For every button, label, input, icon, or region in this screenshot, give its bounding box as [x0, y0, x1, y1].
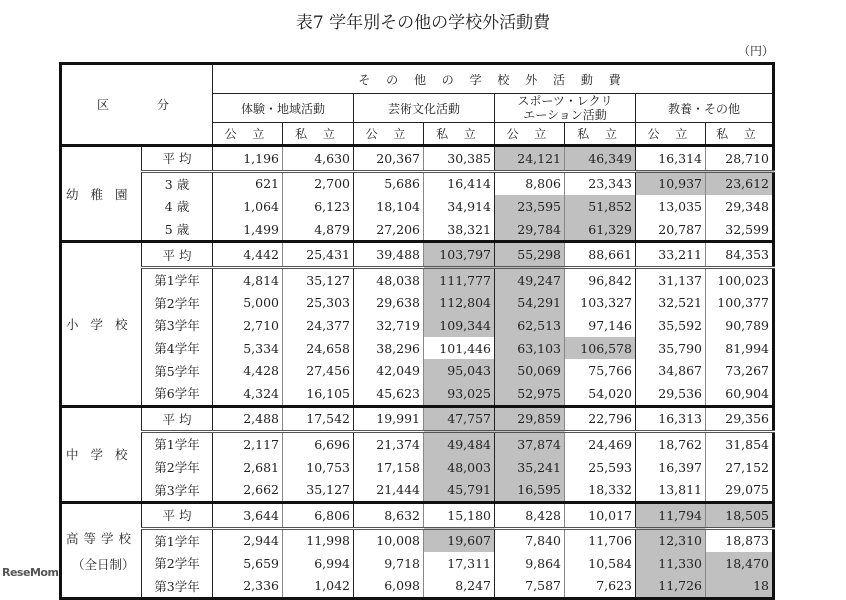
table-row [61, 478, 774, 502]
value-cell: 60,904 [706, 382, 774, 406]
value-cell: 1,064 [213, 195, 283, 218]
value-cell: 17,311 [424, 552, 495, 575]
value-cell: 11,998 [283, 528, 354, 552]
value-cell: 100,023 [706, 267, 774, 291]
value-cell: 11,330 [636, 552, 706, 575]
value-cell: 25,593 [565, 456, 636, 479]
value-cell: 12,310 [636, 528, 706, 552]
value-cell: 16,595 [495, 478, 565, 502]
school-group-name: 小学校 [66, 316, 140, 332]
value-cell: 21,444 [354, 478, 424, 502]
value-cell: 15,180 [424, 502, 495, 528]
value-cell: 6,098 [354, 575, 424, 599]
row-label: 第2学年 [142, 552, 213, 575]
value-cell: 11,794 [636, 502, 706, 528]
value-cell: 8,806 [495, 171, 565, 195]
row-label: 平 均 [142, 242, 213, 268]
value-cell: 10,584 [565, 552, 636, 575]
value-cell: 19,607 [424, 528, 495, 552]
value-cell: 6,806 [283, 502, 354, 528]
value-cell: 17,158 [354, 456, 424, 479]
table-row [61, 406, 774, 432]
row-label: 平 均 [142, 502, 213, 528]
table-row [61, 575, 774, 599]
value-cell: 38,321 [424, 218, 495, 242]
value-cell: 90,789 [706, 314, 774, 337]
row-label: 3 歳 [142, 171, 213, 195]
value-cell: 63,103 [495, 337, 565, 360]
table-row [61, 552, 774, 575]
value-cell: 29,356 [706, 406, 774, 432]
value-cell: 103,327 [565, 292, 636, 315]
value-cell: 4,428 [213, 359, 283, 382]
value-cell: 20,787 [636, 218, 706, 242]
value-cell: 54,291 [495, 292, 565, 315]
value-cell: 30,385 [424, 146, 495, 172]
value-cell: 35,127 [283, 478, 354, 502]
table-row [61, 502, 774, 528]
school-group-label [61, 502, 142, 598]
row-label: 第5学年 [142, 359, 213, 382]
value-cell: 29,075 [706, 478, 774, 502]
table-row [61, 171, 774, 195]
school-group-name: 中学校 [66, 447, 140, 463]
value-cell: 112,804 [424, 292, 495, 315]
private-header: 私 立 [706, 123, 774, 146]
value-cell: 2,336 [213, 575, 283, 599]
row-label: 平 均 [142, 406, 213, 432]
value-cell: 35,127 [283, 267, 354, 291]
value-cell: 51,852 [565, 195, 636, 218]
table-row [61, 432, 774, 456]
row-label: 第3学年 [142, 314, 213, 337]
value-cell: 8,247 [424, 575, 495, 599]
category-sports: スポーツ・レクリエーション活動 [495, 94, 636, 123]
value-cell: 96,842 [565, 267, 636, 291]
value-cell: 621 [213, 171, 283, 195]
value-cell: 45,791 [424, 478, 495, 502]
category-taiken: 体験・地域活動 [213, 94, 354, 123]
value-cell: 6,123 [283, 195, 354, 218]
value-cell: 75,766 [565, 359, 636, 382]
value-cell: 49,247 [495, 267, 565, 291]
value-cell: 84,353 [706, 242, 774, 268]
value-cell: 6,994 [283, 552, 354, 575]
value-cell: 35,592 [636, 314, 706, 337]
value-cell: 29,638 [354, 292, 424, 315]
row-label: 第2学年 [142, 456, 213, 479]
value-cell: 111,777 [424, 267, 495, 291]
value-cell: 88,661 [565, 242, 636, 268]
value-cell: 5,686 [354, 171, 424, 195]
value-cell: 31,137 [636, 267, 706, 291]
value-cell: 34,867 [636, 359, 706, 382]
value-cell: 95,043 [424, 359, 495, 382]
value-cell: 10,008 [354, 528, 424, 552]
value-cell: 18,104 [354, 195, 424, 218]
table-row [61, 267, 774, 291]
value-cell: 16,397 [636, 456, 706, 479]
expense-table [59, 62, 775, 600]
value-cell: 32,521 [636, 292, 706, 315]
unit-label: （円） [738, 44, 775, 58]
row-label: 第2学年 [142, 292, 213, 315]
value-cell: 10,017 [565, 502, 636, 528]
value-cell: 31,854 [706, 432, 774, 456]
value-cell: 5,334 [213, 337, 283, 360]
value-cell: 5,000 [213, 292, 283, 315]
value-cell: 52,975 [495, 382, 565, 406]
value-cell: 39,488 [354, 242, 424, 268]
value-cell: 29,784 [495, 218, 565, 242]
public-header: 公 立 [636, 123, 706, 146]
value-cell: 29,536 [636, 382, 706, 406]
value-cell: 34,914 [424, 195, 495, 218]
value-cell: 50,069 [495, 359, 565, 382]
value-cell: 13,035 [636, 195, 706, 218]
value-cell: 16,314 [636, 146, 706, 172]
value-cell: 61,329 [565, 218, 636, 242]
group-header: そ の 他 の 学 校 外 活 動 費 [213, 64, 774, 94]
row-label: 第1学年 [142, 432, 213, 456]
private-header: 私 立 [424, 123, 495, 146]
value-cell: 24,469 [565, 432, 636, 456]
value-cell: 2,488 [213, 406, 283, 432]
value-cell: 10,937 [636, 171, 706, 195]
table-row [61, 382, 774, 406]
value-cell: 24,377 [283, 314, 354, 337]
table-row [61, 146, 774, 172]
value-cell: 16,313 [636, 406, 706, 432]
value-cell: 18,873 [706, 528, 774, 552]
value-cell: 45,623 [354, 382, 424, 406]
value-cell: 3,644 [213, 502, 283, 528]
table-row [61, 456, 774, 479]
value-cell: 8,428 [495, 502, 565, 528]
value-cell: 25,431 [283, 242, 354, 268]
value-cell: 100,377 [706, 292, 774, 315]
school-group-note: （全日制） [72, 556, 135, 572]
table-row [61, 337, 774, 360]
value-cell: 35,241 [495, 456, 565, 479]
value-cell: 8,632 [354, 502, 424, 528]
resemom-watermark-logo: ReseMom [2, 566, 59, 579]
value-cell: 11,726 [636, 575, 706, 599]
value-cell: 4,442 [213, 242, 283, 268]
row-label: 4 歳 [142, 195, 213, 218]
value-cell: 13,811 [636, 478, 706, 502]
category-kyoyo: 教養・その他 [636, 94, 774, 123]
school-group-name: 高等学校 [66, 530, 137, 546]
value-cell: 18 [706, 575, 774, 599]
school-group-name: 幼稚園 [66, 186, 140, 202]
value-cell: 17,542 [283, 406, 354, 432]
value-cell: 29,859 [495, 406, 565, 432]
value-cell: 2,681 [213, 456, 283, 479]
value-cell: 7,623 [565, 575, 636, 599]
row-label: 第3学年 [142, 478, 213, 502]
row-label: 5 歳 [142, 218, 213, 242]
row-label: 第4学年 [142, 337, 213, 360]
public-header: 公 立 [495, 123, 565, 146]
school-group-label [61, 242, 142, 406]
value-cell: 18,470 [706, 552, 774, 575]
value-cell: 18,332 [565, 478, 636, 502]
value-cell: 7,587 [495, 575, 565, 599]
value-cell: 37,874 [495, 432, 565, 456]
value-cell: 25,303 [283, 292, 354, 315]
value-cell: 19,991 [354, 406, 424, 432]
value-cell: 23,595 [495, 195, 565, 218]
value-cell: 23,612 [706, 171, 774, 195]
value-cell: 4,324 [213, 382, 283, 406]
value-cell: 9,864 [495, 552, 565, 575]
value-cell: 81,994 [706, 337, 774, 360]
school-group-label [61, 406, 142, 502]
value-cell: 1,499 [213, 218, 283, 242]
value-cell: 20,367 [354, 146, 424, 172]
value-cell: 11,706 [565, 528, 636, 552]
value-cell: 97,146 [565, 314, 636, 337]
public-header: 公 立 [354, 123, 424, 146]
value-cell: 62,513 [495, 314, 565, 337]
value-cell: 23,343 [565, 171, 636, 195]
row-label: 第1学年 [142, 267, 213, 291]
public-header: 公 立 [213, 123, 283, 146]
value-cell: 46,349 [565, 146, 636, 172]
value-cell: 16,414 [424, 171, 495, 195]
table-title: 表7 学年別その他の学校外活動費 [295, 13, 551, 33]
value-cell: 49,484 [424, 432, 495, 456]
value-cell: 48,038 [354, 267, 424, 291]
category-geijutsu: 芸術文化活動 [354, 94, 495, 123]
value-cell: 1,042 [283, 575, 354, 599]
table-row [61, 359, 774, 382]
value-cell: 10,753 [283, 456, 354, 479]
value-cell: 4,814 [213, 267, 283, 291]
row-label: 第6学年 [142, 382, 213, 406]
value-cell: 24,121 [495, 146, 565, 172]
table-row [61, 195, 774, 218]
value-cell: 48,003 [424, 456, 495, 479]
value-cell: 32,719 [354, 314, 424, 337]
value-cell: 27,206 [354, 218, 424, 242]
value-cell: 2,662 [213, 478, 283, 502]
row-label: 第3学年 [142, 575, 213, 599]
value-cell: 2,944 [213, 528, 283, 552]
value-cell: 73,267 [706, 359, 774, 382]
value-cell: 22,796 [565, 406, 636, 432]
value-cell: 18,762 [636, 432, 706, 456]
value-cell: 9,718 [354, 552, 424, 575]
table-row [61, 218, 774, 242]
value-cell: 4,630 [283, 146, 354, 172]
value-cell: 1,196 [213, 146, 283, 172]
value-cell: 7,840 [495, 528, 565, 552]
value-cell: 42,049 [354, 359, 424, 382]
value-cell: 28,710 [706, 146, 774, 172]
value-cell: 18,505 [706, 502, 774, 528]
value-cell: 106,578 [565, 337, 636, 360]
value-cell: 2,700 [283, 171, 354, 195]
table-row [61, 292, 774, 315]
value-cell: 21,374 [354, 432, 424, 456]
table-row [61, 528, 774, 552]
table-row [61, 242, 774, 268]
value-cell: 29,348 [706, 195, 774, 218]
row-label: 平 均 [142, 146, 213, 172]
private-header: 私 立 [565, 123, 636, 146]
value-cell: 109,344 [424, 314, 495, 337]
value-cell: 5,659 [213, 552, 283, 575]
value-cell: 27,456 [283, 359, 354, 382]
value-cell: 101,446 [424, 337, 495, 360]
value-cell: 2,117 [213, 432, 283, 456]
value-cell: 54,020 [565, 382, 636, 406]
value-cell: 38,296 [354, 337, 424, 360]
category-header: 区 分 [61, 64, 213, 146]
value-cell: 93,025 [424, 382, 495, 406]
row-label: 第1学年 [142, 528, 213, 552]
value-cell: 47,757 [424, 406, 495, 432]
value-cell: 16,105 [283, 382, 354, 406]
value-cell: 2,710 [213, 314, 283, 337]
value-cell: 32,599 [706, 218, 774, 242]
value-cell: 33,211 [636, 242, 706, 268]
value-cell: 27,152 [706, 456, 774, 479]
school-group-label [61, 146, 142, 242]
value-cell: 6,696 [283, 432, 354, 456]
table-row [61, 314, 774, 337]
value-cell: 103,797 [424, 242, 495, 268]
value-cell: 4,879 [283, 218, 354, 242]
private-header: 私 立 [283, 123, 354, 146]
value-cell: 35,790 [636, 337, 706, 360]
value-cell: 24,658 [283, 337, 354, 360]
value-cell: 55,298 [495, 242, 565, 268]
